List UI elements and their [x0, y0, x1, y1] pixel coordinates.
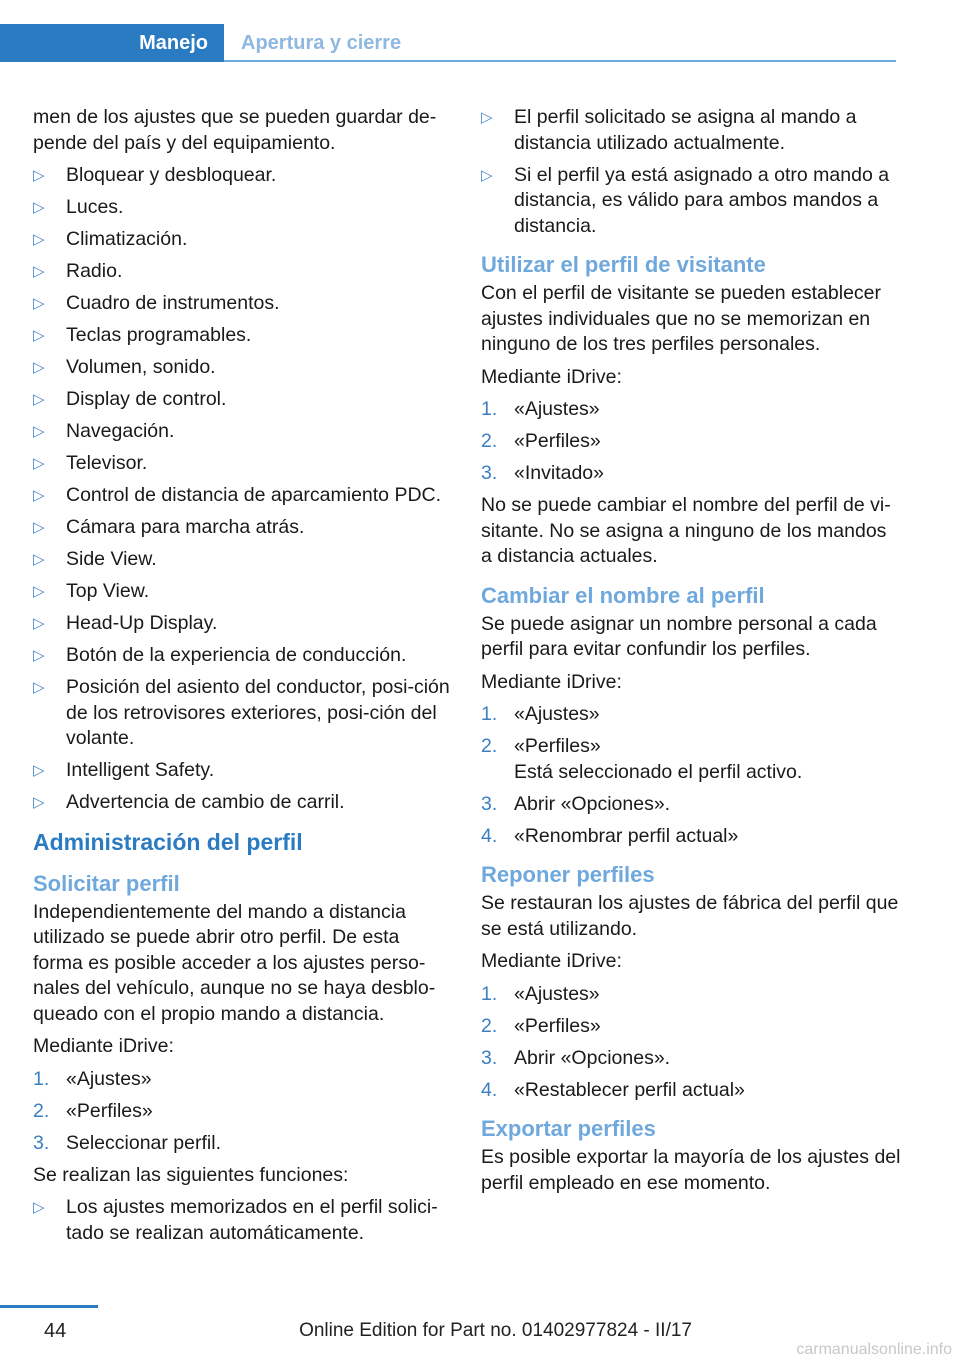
- paragraph-visitante-note: No se puede cambiar el nombre del perfil de vi-sitante. No se asigna a ninguno de los mandos a distancia actuales.: [481, 494, 891, 567]
- step-item: [481, 1046, 901, 1072]
- list-item-text: Si el perfil ya está asignado a otro mando a distancia, es válido para ambos mandos a distancia.: [514, 163, 890, 237]
- footer-rule: [0, 1305, 98, 1308]
- list-item: [33, 758, 451, 784]
- subheading-solicitar-perfil: Solicitar perfil: [33, 870, 180, 896]
- steps-visitante: [481, 397, 901, 487]
- triangle-right-outline-icon: ▷: [33, 551, 45, 568]
- list-item: [481, 105, 901, 156]
- step-item: [481, 1014, 901, 1040]
- header-rule: [224, 60, 896, 62]
- mediante-label: Mediante iDrive:: [481, 670, 622, 693]
- list-item-text: Luces.: [66, 196, 124, 218]
- triangle-right-outline-icon: ▷: [33, 1199, 45, 1216]
- list-item: [33, 675, 451, 752]
- mediante-label: Mediante iDrive:: [33, 1035, 174, 1057]
- list-item-text: Head-Up Display.: [66, 612, 218, 634]
- step-item: [481, 1078, 901, 1104]
- triangle-right-outline-icon: ▷: [33, 199, 45, 216]
- triangle-right-outline-icon: ▷: [33, 583, 45, 600]
- page-number: 44: [44, 1320, 67, 1342]
- step-item: [481, 397, 901, 423]
- list-item-text: Cuadro de instrumentos.: [66, 292, 280, 314]
- triangle-right-outline-icon: ▷: [33, 295, 45, 312]
- list-item: [33, 355, 451, 381]
- list-item-text: Climatización.: [66, 228, 188, 250]
- step-item: [33, 1067, 451, 1093]
- step-text: «Renombrar perfil actual»: [514, 824, 739, 847]
- list-item: [33, 483, 451, 509]
- triangle-right-outline-icon: ▷: [481, 109, 493, 126]
- list-item: [33, 611, 451, 637]
- list-item: [33, 579, 451, 605]
- list-item-text: Volumen, sonido.: [66, 356, 216, 378]
- section-heading-profile-admin: Administración del perfil: [33, 828, 303, 855]
- step-item: [481, 792, 901, 818]
- step-subtext: Está seleccionado el perfil activo.: [514, 760, 803, 783]
- step-text: «Perfiles»: [514, 735, 601, 757]
- intro-text: men de los ajustes que se pueden guardar de-pende del país y del equipamiento.: [33, 106, 437, 154]
- triangle-right-outline-icon: ▷: [33, 487, 45, 504]
- page-header: [0, 24, 896, 62]
- list-item: [33, 163, 451, 189]
- section-tab-manejo[interactable]: Manejo: [0, 24, 224, 62]
- list-item-text: Cámara para marcha atrás.: [66, 516, 305, 538]
- triangle-right-outline-icon: ▷: [33, 391, 45, 408]
- step-number: 3.: [33, 1131, 50, 1154]
- list-item: [481, 163, 901, 240]
- steps-reponer: [481, 982, 901, 1104]
- step-number: 3.: [481, 792, 498, 815]
- list-item-text: Botón de la experiencia de conducción.: [66, 644, 407, 666]
- step-number: 1.: [33, 1067, 50, 1090]
- step-number: 1.: [481, 398, 498, 420]
- step-number: 2.: [481, 430, 498, 452]
- steps-renombrar: [481, 702, 901, 849]
- step-text: «Ajustes»: [514, 703, 600, 725]
- triangle-right-outline-icon: ▷: [33, 794, 45, 811]
- list-item-text: Control de distancia de aparcamiento PDC.: [66, 484, 442, 506]
- paragraph-solicitar: Independientemente del mando a distancia utilizado se puede abrir otro perfil. De esta forma es posible acceder a los ajustes perso-nales del vehículo, aunque no se haya desblo-queado con el propio mando a distancia.: [33, 900, 436, 1025]
- list-item-text: Advertencia de cambio de carril.: [66, 791, 345, 813]
- paragraph-exportar: Es posible exportar la mayoría de los ajustes del perfil empleado en ese momento.: [481, 1146, 901, 1194]
- triangle-right-outline-icon: ▷: [33, 423, 45, 440]
- subheading-visitante: Utilizar el perfil de visitante: [481, 252, 766, 277]
- mediante-label: Mediante iDrive:: [481, 365, 622, 388]
- triangle-right-outline-icon: ▷: [33, 762, 45, 779]
- step-item: [33, 1099, 451, 1125]
- triangle-right-outline-icon: ▷: [33, 167, 45, 184]
- step-item: [481, 702, 901, 728]
- step-text: Abrir «Opciones».: [514, 792, 671, 815]
- triangle-right-outline-icon: ▷: [33, 327, 45, 344]
- step-text: «Ajustes»: [514, 982, 600, 1005]
- step-number: 2.: [33, 1099, 50, 1122]
- step-number: 1.: [481, 982, 498, 1005]
- paragraph-renombrar: Se puede asignar un nombre personal a cada perfil para evitar confundir los perfiles.: [481, 612, 877, 660]
- list-item: [33, 1195, 451, 1246]
- list-item-text: Televisor.: [66, 452, 148, 474]
- triangle-right-outline-icon: ▷: [33, 615, 45, 632]
- list-item: [33, 387, 451, 413]
- step-number: 4.: [481, 824, 498, 847]
- triangle-right-outline-icon: ▷: [33, 519, 45, 536]
- step-text: «Ajustes»: [66, 1067, 152, 1090]
- step-item: [481, 824, 901, 850]
- list-item: [33, 323, 451, 349]
- paragraph-reponer: Se restauran los ajustes de fábrica del perfil que se está utilizando.: [481, 892, 899, 940]
- step-text: «Ajustes»: [514, 398, 600, 420]
- edition-line: Online Edition for Part no. 01402977824 - II/17: [299, 1320, 692, 1341]
- step-item: [33, 1131, 451, 1157]
- list-item: [33, 291, 451, 317]
- list-item-text: Bloquear y desbloquear.: [66, 164, 277, 186]
- step-item: [481, 461, 901, 487]
- list-item-text: Navegación.: [66, 420, 175, 442]
- list-item-text: Intelligent Safety.: [66, 759, 215, 781]
- list-item-text: Side View.: [66, 548, 157, 570]
- step-text: «Perfiles»: [514, 430, 601, 452]
- triangle-right-outline-icon: ▷: [33, 647, 45, 664]
- list-item: [33, 419, 451, 445]
- triangle-right-outline-icon: ▷: [33, 231, 45, 248]
- triangle-right-outline-icon: ▷: [33, 679, 45, 696]
- step-text: Seleccionar perfil.: [66, 1131, 221, 1154]
- triangle-right-outline-icon: ▷: [481, 166, 493, 184]
- step-number: 3.: [481, 1046, 498, 1069]
- right-column: [481, 105, 901, 1203]
- steps-solicitar: [33, 1067, 451, 1157]
- step-item: [481, 734, 901, 785]
- list-item-text: Posición del asiento del conductor, posi-ción de los retrovisores exteriores, posi-ción del volante.: [66, 676, 450, 749]
- list-item: [33, 790, 451, 816]
- functions-performed-list-cont: [481, 105, 901, 239]
- list-item-text: Los ajustes memorizados en el perfil solici-tado se realizan automáticamente.: [66, 1196, 438, 1244]
- step-number: 2.: [481, 735, 498, 757]
- subheading-exportar: Exportar perfiles: [481, 1116, 656, 1141]
- list-item: [33, 547, 451, 573]
- list-item: [33, 227, 451, 253]
- subheading-reponer: Reponer perfiles: [481, 862, 655, 887]
- mediante-label: Mediante iDrive:: [481, 950, 622, 972]
- triangle-right-outline-icon: ▷: [33, 263, 45, 280]
- triangle-right-outline-icon: ▷: [33, 359, 45, 376]
- step-text: «Invitado»: [514, 462, 604, 484]
- step-item: [481, 982, 901, 1008]
- step-text: «Restablecer perfil actual»: [514, 1078, 745, 1101]
- list-item-text: Radio.: [66, 260, 123, 282]
- paragraph-visitante: Con el perfil de visitante se pueden establecer ajustes individuales que no se memorizan en ninguno de los tres perfiles personales.: [481, 282, 881, 355]
- list-item: [33, 451, 451, 477]
- step-item: [481, 429, 901, 455]
- left-column: [33, 105, 451, 1253]
- step-text: «Perfiles»: [514, 1014, 601, 1037]
- step-number: 4.: [481, 1078, 498, 1101]
- functions-performed-list: [33, 1195, 451, 1246]
- triangle-right-outline-icon: ▷: [33, 455, 45, 472]
- list-item: [33, 515, 451, 541]
- step-number: 1.: [481, 703, 498, 725]
- list-item-text: Top View.: [66, 580, 150, 602]
- section-tab-apertura[interactable]: Apertura y cierre: [241, 31, 402, 54]
- list-item: [33, 643, 451, 669]
- step-number: 2.: [481, 1014, 498, 1037]
- functions-intro: Se realizan las siguientes funciones:: [33, 1163, 349, 1186]
- list-item-text: Display de control.: [66, 388, 227, 410]
- list-item-text: Teclas programables.: [66, 324, 252, 346]
- list-item: [33, 195, 451, 221]
- step-number: 3.: [481, 462, 498, 484]
- step-text: Abrir «Opciones».: [514, 1046, 671, 1069]
- subheading-renombrar: Cambiar el nombre al perfil: [481, 582, 765, 608]
- list-item-text: El perfil solicitado se asigna al mando a distancia utilizado actualmente.: [514, 106, 857, 154]
- functions-list: [33, 163, 451, 816]
- watermark: carmanualsonline.info: [796, 1341, 952, 1358]
- list-item: [33, 259, 451, 285]
- step-text: «Perfiles»: [66, 1099, 153, 1122]
